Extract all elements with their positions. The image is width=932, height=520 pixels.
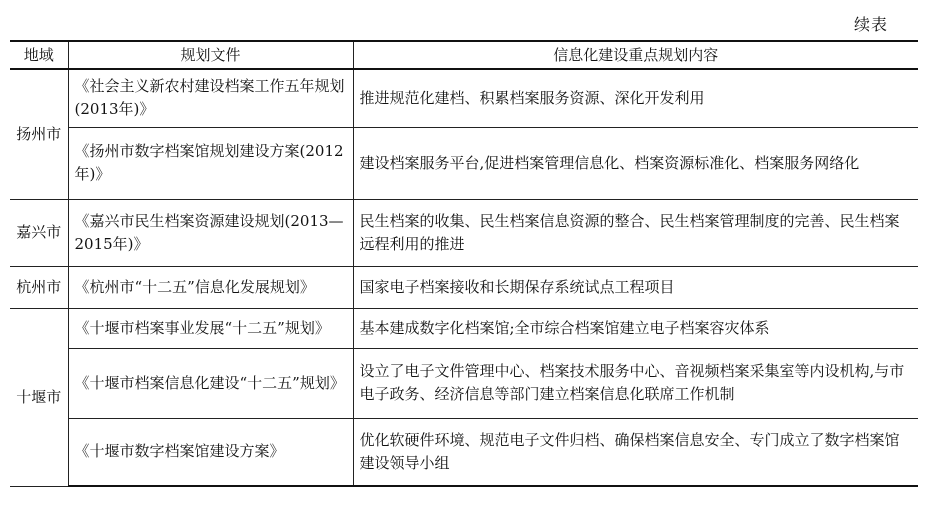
content-cell: 国家电子档案接收和长期保存系统试点工程项目 — [353, 266, 918, 308]
document-cell: 《杭州市“十二五”信息化发展规划》 — [68, 266, 353, 308]
content-cell: 民生档案的收集、民生档案信息资源的整合、民生档案管理制度的完善、民生档案远程利用的推进 — [353, 199, 918, 266]
table-row — [10, 69, 918, 127]
table-row — [10, 418, 918, 486]
header-region: 地域 — [10, 41, 68, 69]
document-cell: 《十堰市档案事业发展“十二五”规划》 — [68, 308, 353, 348]
document-cell: 《扬州市数字档案馆规划建设方案(2012年)》 — [68, 127, 353, 199]
document-cell: 《十堰市数字档案馆建设方案》 — [68, 418, 353, 486]
content-cell: 基本建成数字化档案馆;全市综合档案馆建立电子档案容灾体系 — [353, 308, 918, 348]
table-row — [10, 266, 918, 308]
table-body — [10, 69, 918, 486]
region-cell-hangzhou: 杭州市 — [10, 266, 68, 308]
table-continued-caption: 续表 — [853, 15, 888, 34]
region-cell-jiaxing: 嘉兴市 — [10, 199, 68, 266]
header-content: 信息化建设重点规划内容 — [353, 41, 918, 69]
table-row — [10, 308, 918, 348]
region-cell-yangzhou: 扬州市 — [10, 69, 68, 199]
table-header — [10, 41, 918, 69]
document-cell: 《社会主义新农村建设档案工作五年规划(2013年)》 — [68, 69, 353, 127]
planning-table — [10, 40, 918, 487]
header-document: 规划文件 — [68, 41, 353, 69]
content-cell: 优化软硬件环境、规范电子文件归档、确保档案信息安全、专门成立了数字档案馆建设领导小组 — [353, 418, 918, 486]
document-cell: 《十堰市档案信息化建设“十二五”规划》 — [68, 348, 353, 418]
content-cell: 设立了电子文件管理中心、档案技术服务中心、音视频档案采集室等内设机构,与市电子政务、经济信息等部门建立档案信息化联席工作机制 — [353, 348, 918, 418]
content-cell: 推进规范化建档、积累档案服务资源、深化开发利用 — [353, 69, 918, 127]
document-cell: 《嘉兴市民生档案资源建设规划(2013—2015年)》 — [68, 199, 353, 266]
table-row — [10, 348, 918, 418]
header-row — [10, 41, 918, 69]
table-row — [10, 127, 918, 199]
table-row — [10, 199, 918, 266]
region-cell-shiyan: 十堰市 — [10, 308, 68, 486]
content-cell: 建设档案服务平台,促进档案管理信息化、档案资源标准化、档案服务网络化 — [353, 127, 918, 199]
